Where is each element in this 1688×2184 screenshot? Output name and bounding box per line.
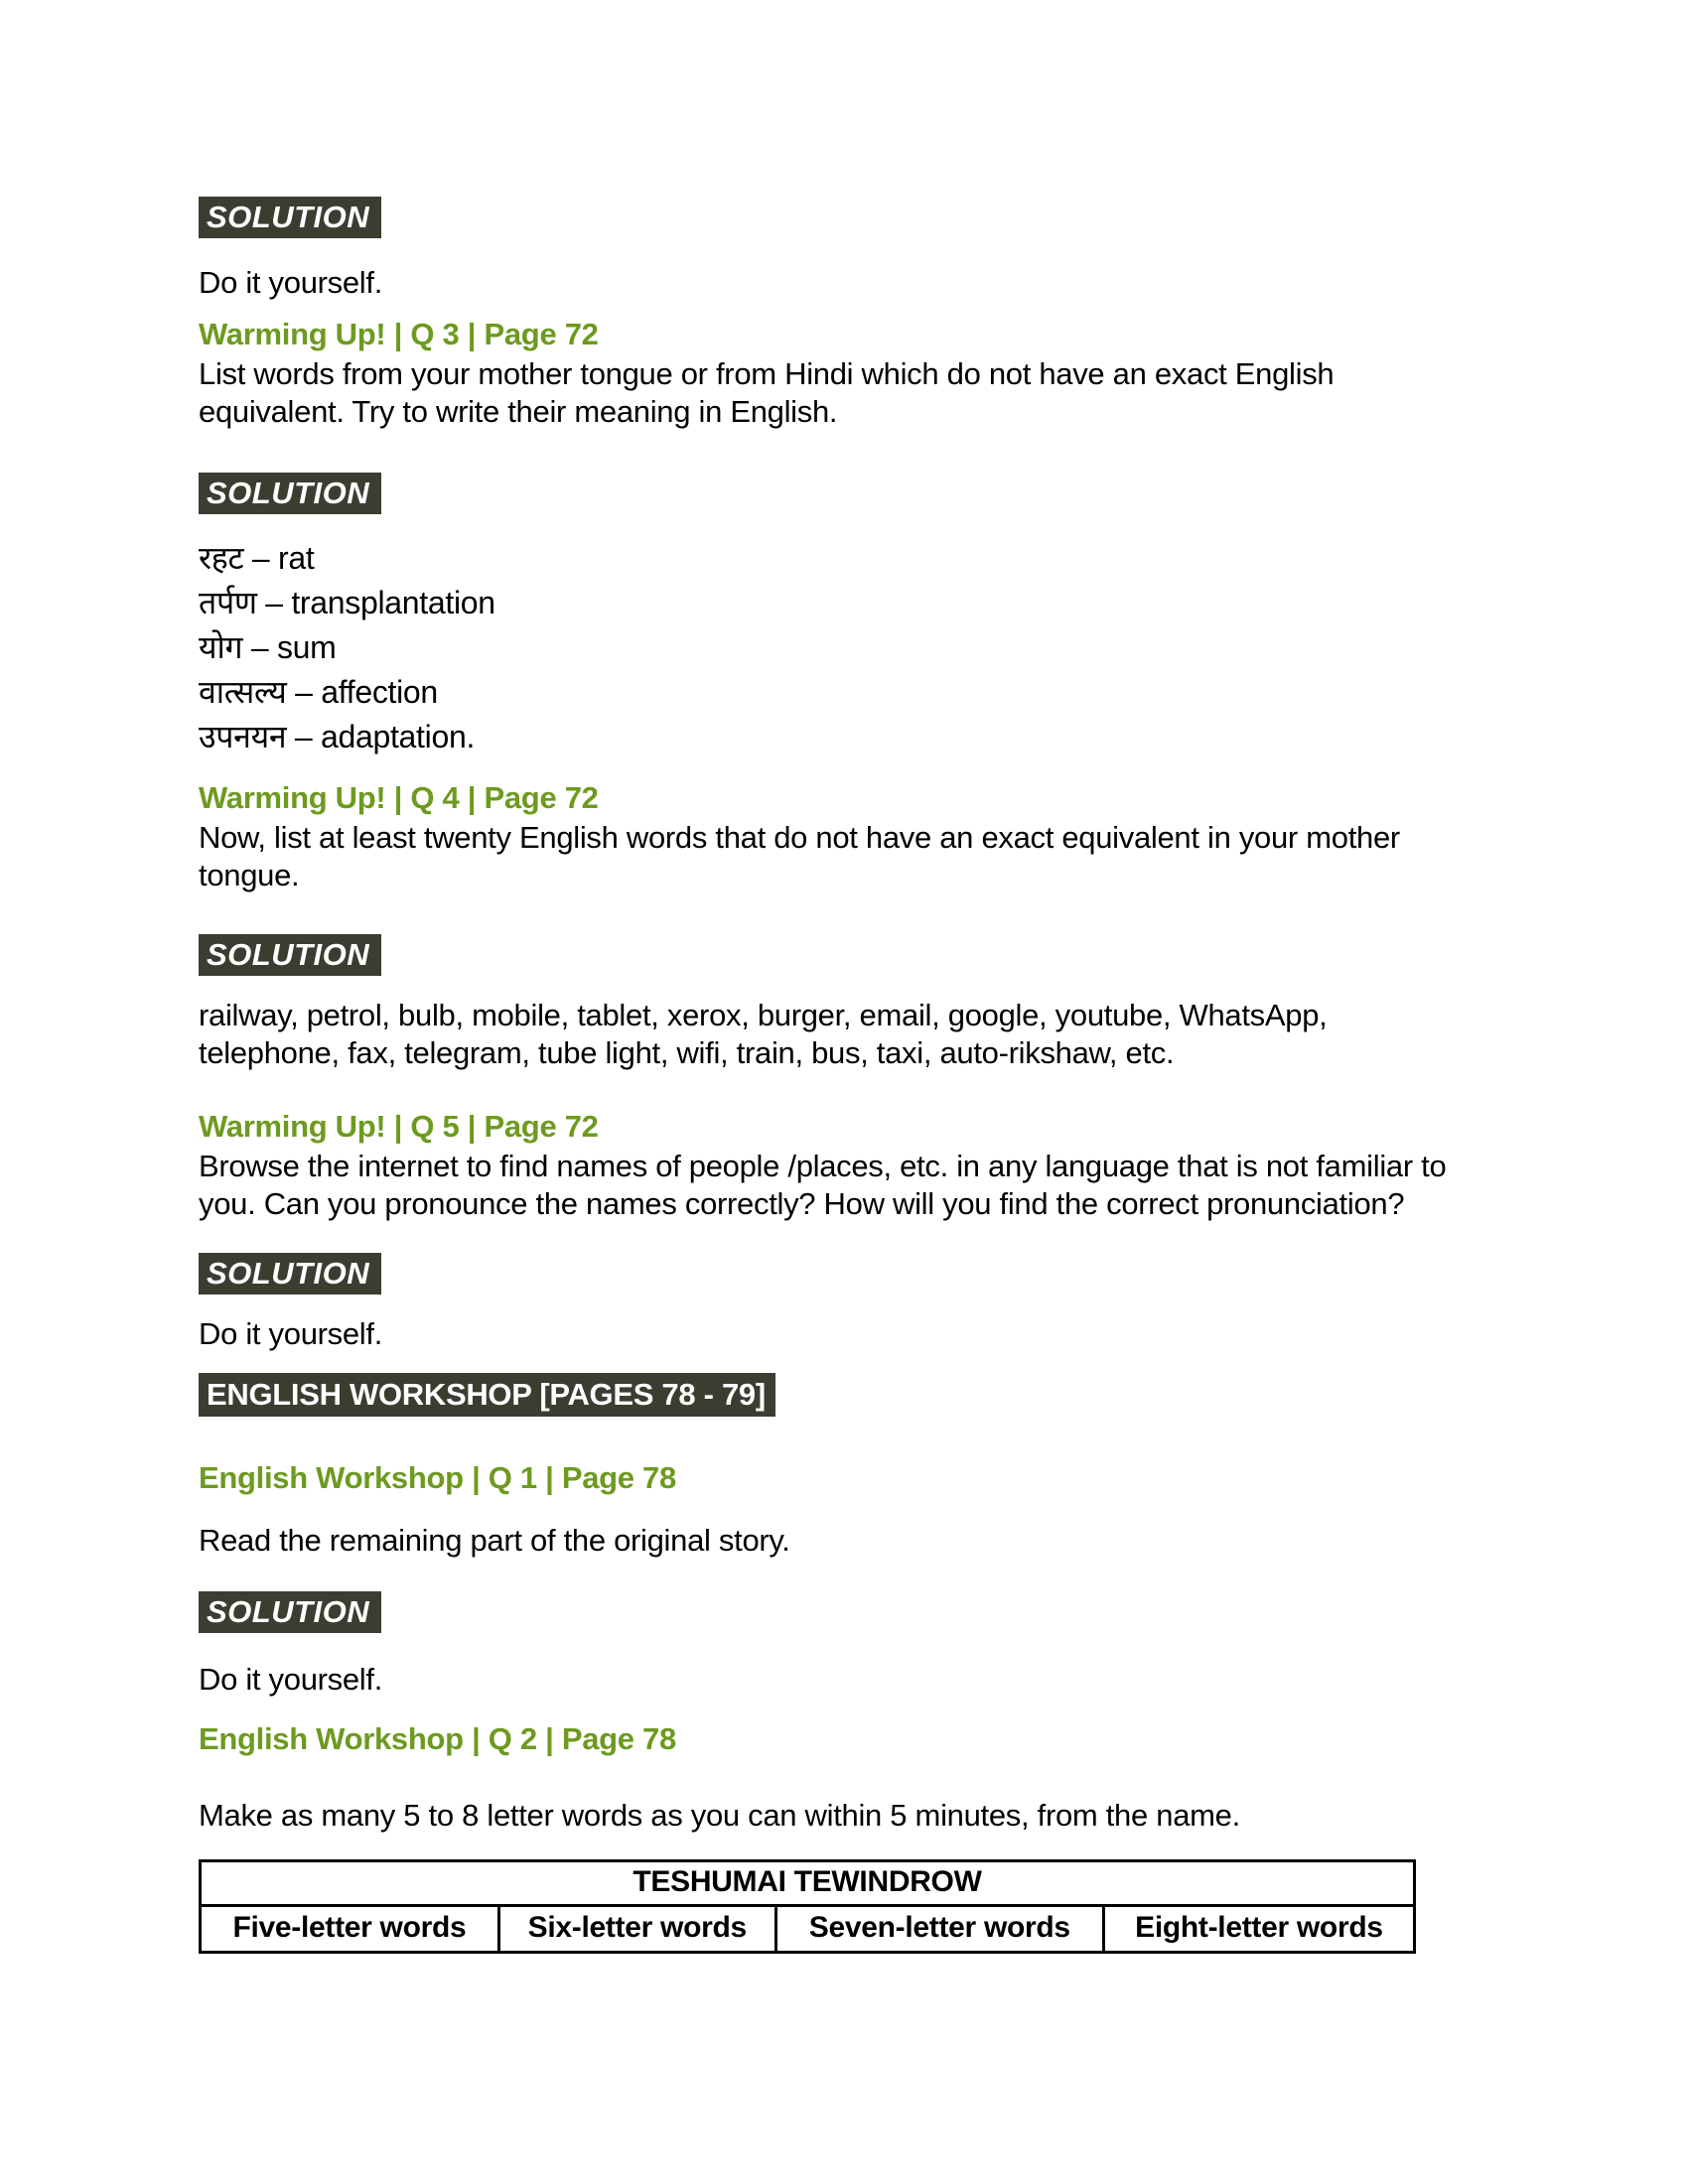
- solution-badge: [199, 1253, 1460, 1295]
- table-col-header-seven: Seven-letter words: [775, 1906, 1103, 1953]
- question-heading-q5: Warming Up! | Q 5 | Page 72: [199, 1109, 599, 1144]
- question-text-ew-q2: Make as many 5 to 8 letter words as you can within 5 minutes, from the name.: [199, 1798, 1240, 1833]
- question-text-q4: Now, list at least twenty English words that do not have an exact equivalent in your mother tongue.: [199, 820, 1400, 892]
- answer-text: Do it yourself.: [199, 1316, 383, 1351]
- section-header: [199, 1373, 1460, 1417]
- solution-badge-label: SOLUTION: [199, 1591, 381, 1633]
- solution-badge-label: SOLUTION: [199, 473, 381, 514]
- solution-badge: [199, 197, 1460, 238]
- answer-text: Do it yourself.: [199, 1662, 383, 1697]
- solution-badge-label: SOLUTION: [199, 934, 381, 976]
- solution-badge-label: SOLUTION: [199, 1253, 381, 1295]
- table-header-row: [201, 1906, 1415, 1953]
- workshop-table: [199, 1859, 1416, 1954]
- question-heading-ew-q2: English Workshop | Q 2 | Page 78: [199, 1721, 676, 1756]
- answer-text: Do it yourself.: [199, 265, 383, 300]
- table-title: TESHUMAI TEWINDROW: [201, 1861, 1415, 1906]
- question-heading-ew-q1: English Workshop | Q 1 | Page 78: [199, 1460, 676, 1495]
- question-heading-q4: Warming Up! | Q 4 | Page 72: [199, 780, 599, 815]
- question-heading-q3: Warming Up! | Q 3 | Page 72: [199, 317, 599, 351]
- question-text-ew-q1: Read the remaining part of the original story.: [199, 1523, 790, 1558]
- hindi-word-item: उपनयन – adaptation.: [199, 719, 476, 754]
- solution-badge: [199, 934, 1460, 976]
- hindi-word-item: रहट – rat: [199, 540, 315, 576]
- solution-badge-label: SOLUTION: [199, 197, 381, 238]
- table-title-row: [201, 1861, 1415, 1906]
- hindi-word-item: तर्पण – transplantation: [199, 585, 495, 620]
- table-col-header-eight: Eight-letter words: [1103, 1906, 1414, 1953]
- solution-badge: [199, 1591, 1460, 1633]
- table-col-header-five: Five-letter words: [201, 1906, 499, 1953]
- section-header-label: ENGLISH WORKSHOP [PAGES 78 - 79]: [199, 1373, 775, 1417]
- question-text-q3: List words from your mother tongue or from Hindi which do not have an exact English equivalent. Try to write their meaning in English.: [199, 356, 1335, 429]
- hindi-word-item: वात्सल्य – affection: [199, 674, 438, 710]
- hindi-word-list: [199, 536, 1460, 759]
- question-text-q5: Browse the internet to find names of people /places, etc. in any language that is not familiar to you. Can you pronounce the names correctly? How will you find the correct pronunciation?: [199, 1149, 1447, 1221]
- solution-badge: [199, 473, 1460, 514]
- hindi-word-item: योग – sum: [199, 629, 337, 665]
- answer-text-word-list: railway, petrol, bulb, mobile, tablet, xerox, burger, email, google, youtube, WhatsApp, telephone, fax, telegram, tube light, wifi, train, bus, taxi, auto-rikshaw, etc.: [199, 998, 1328, 1070]
- table-col-header-six: Six-letter words: [498, 1906, 775, 1953]
